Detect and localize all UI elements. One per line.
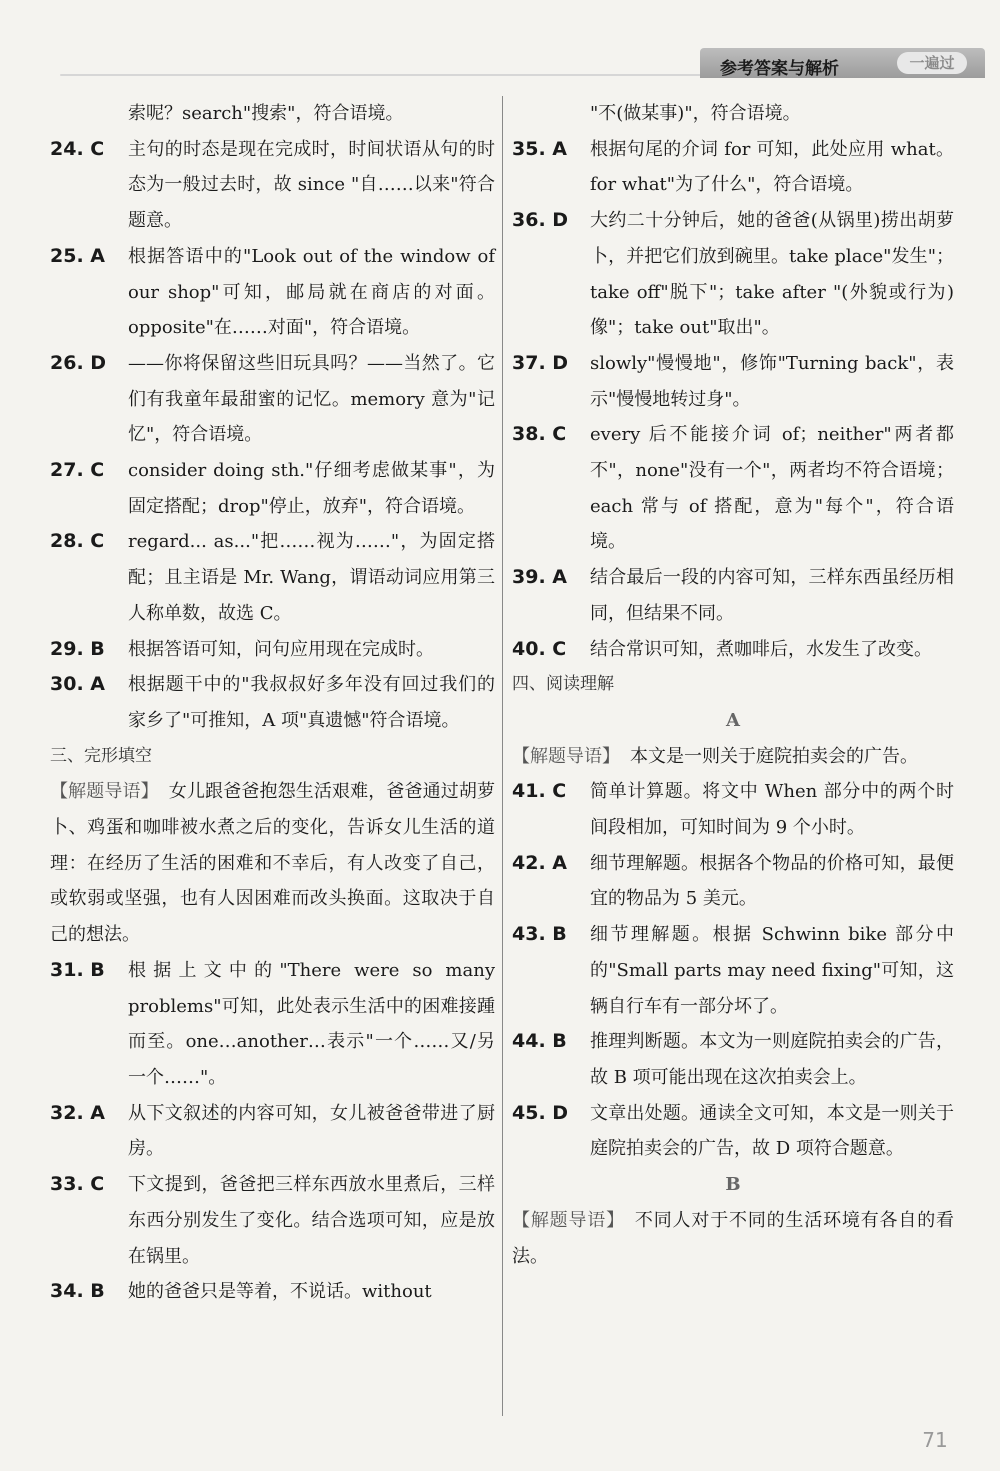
answer-item: [50, 632, 495, 668]
answer-explanation: 简单计算题。将文中 When 部分中的两个时间段相加，可知时间为 9 个小时。: [590, 781, 954, 839]
answer-number: 43. B: [512, 923, 567, 946]
header-badge: 一遍过: [897, 52, 967, 74]
section-heading: 三、完形填空: [50, 745, 152, 766]
answer-item: [50, 1096, 495, 1167]
answer-number: 39. A: [512, 566, 567, 589]
answer-item: [512, 774, 954, 845]
answer-explanation: 细节理解题。根据 Schwinn bike 部分中的"Small parts may need fixing"可知，这辆自行车有一部分坏了。: [590, 924, 954, 1017]
part-label: B: [725, 1174, 741, 1196]
answer-explanation: 结合最后一段的内容可知，三样东西虽经历相同，但结果不同。: [590, 567, 954, 624]
part-label: A: [726, 709, 740, 731]
answer-item: [50, 239, 495, 346]
answer-item: [512, 846, 954, 917]
answer-item: [50, 132, 495, 239]
guide-text: 本文是一则关于庭院拍卖会的广告。: [630, 745, 918, 767]
answer-item: [512, 632, 954, 668]
continued-text: "不(做某事)"，符合语境。: [590, 103, 801, 124]
answer-item: [512, 1024, 954, 1095]
section-heading: 四、阅读理解: [512, 674, 614, 695]
answer-number: 26. D: [50, 351, 107, 374]
answer-item: [50, 453, 495, 524]
left-column: [50, 96, 495, 1310]
answer-explanation: 文章出处题。通读全文可知，本文是一则关于庭院拍卖会的广告，故 D 项符合题意。: [590, 1102, 954, 1160]
answer-number: 35. A: [512, 137, 567, 160]
answer-item: [512, 203, 954, 346]
answer-item: [50, 346, 495, 453]
answer-number: 24. C: [50, 137, 105, 160]
answer-explanation: 根据答语中的"Look out of the window of our shop"可知，邮局就在商店的对面。opposite"在……对面"，符合语境。: [128, 245, 495, 339]
answer-item: [512, 560, 954, 631]
answer-explanation: 主句的时态是现在完成时，时间状语从句的时态为一般过去时，故 since "自……以来"符合题意。: [128, 138, 495, 232]
answer-number: 25. A: [50, 244, 105, 267]
answer-item: [512, 132, 954, 203]
answer-explanation: 根据答语可知，问句应用现在完成时。: [128, 638, 434, 660]
guide-text: 女儿跟爸爸抱怨生活艰难，爸爸通过胡萝卜、鸡蛋和咖啡被水煮之后的变化，告诉女儿生活的道理：在经历了生活的困难和不幸后，有人改变了自己，或软弱或坚强，也有人因困难而改头换面。这取决于自己的想法。: [50, 781, 496, 946]
answer-explanation: 她的爸爸只是等着，不说话。without: [128, 1281, 432, 1303]
answer-number: 32. A: [50, 1101, 105, 1124]
answer-explanation: 从下文叙述的内容可知，女儿被爸爸带进了厨房。: [128, 1102, 495, 1160]
answer-number: 29. B: [50, 637, 105, 660]
answer-number: 34. B: [50, 1280, 105, 1303]
answer-item: [50, 953, 495, 1096]
answer-explanation: slowly"慢慢地"，修饰"Turning back"，表示"慢慢地转过身"。: [590, 352, 954, 410]
answer-item: [512, 917, 954, 1024]
answer-number: 41. C: [512, 780, 567, 803]
answer-explanation: 推理判断题。本文为一则庭院拍卖会的广告，故 B 项可能出现在这次拍卖会上。: [590, 1031, 954, 1088]
guide-label: 【解题导语】: [50, 781, 159, 803]
answer-explanation: 根据句尾的介词 for 可知，此处应用 what。for what"为了什么"，符合语境。: [590, 138, 954, 196]
header-title: 参考答案与解析: [720, 59, 839, 79]
answer-number: 45. D: [512, 1101, 569, 1124]
guide-paragraph: [512, 1203, 954, 1274]
answer-explanation: regard... as..."把……视为……"，为固定搭配；且主语是 Mr. Wang，谓语动词应用第三人称单数，故选 C。: [128, 531, 495, 624]
answer-explanation: 下文提到，爸爸把三样东西放水里煮后，三样东西分别发生了变化。结合选项可知，应是放在锅里。: [128, 1174, 495, 1267]
answer-item: [50, 667, 495, 738]
answer-item: [512, 346, 954, 417]
answer-number: 27. C: [50, 459, 105, 482]
answer-explanation: 大约二十分钟后，她的爸爸(从锅里)捞出胡萝卜，并把它们放到碗里。take place"发生"；take off"脱下"；take after "(外貌或行为)像"；take out"取出"。: [590, 210, 954, 339]
answer-item: [50, 1167, 495, 1274]
answer-number: 31. B: [50, 958, 105, 981]
answer-item: [512, 1096, 954, 1167]
page-number: 71: [922, 1428, 948, 1452]
guide-paragraph: [50, 774, 495, 953]
answer-explanation: 根据上文中的"There were so many problems"可知，此处表示生活中的困难接踵而至。one…another…表示"一个……又/另一个……"。: [128, 959, 495, 1088]
guide-label: 【解题导语】: [512, 745, 620, 767]
answer-explanation: 结合常识可知，煮咖啡后，水发生了改变。: [590, 638, 932, 660]
guide-text: 不同人对于不同的生活环境有各自的看法。: [512, 1209, 955, 1267]
guide-label: 【解题导语】: [512, 1209, 625, 1231]
answer-item: [50, 524, 495, 631]
answer-number: 30. A: [50, 673, 105, 696]
answer-item: [50, 1274, 495, 1310]
answer-explanation: 根据题干中的"我叔叔好多年没有回过我们的家乡了"可推知，A 项"真遗憾"符合语境。: [128, 674, 495, 731]
answer-number: 44. B: [512, 1030, 567, 1053]
guide-paragraph: [512, 739, 954, 775]
answer-explanation: every 后不能接介词 of；neither"两者都不"，none"没有一个"，两者均不符合语境；each 常与 of 搭配，意为"每个"，符合语境。: [590, 424, 954, 553]
answer-number: 36. D: [512, 209, 569, 232]
answer-explanation: consider doing sth."仔细考虑做某事"，为固定搭配；drop"停止，放弃"，符合语境。: [128, 460, 495, 517]
answer-explanation: ——你将保留这些旧玩具吗？——当然了。它们有我童年最甜蜜的记忆。memory 意为"记忆"，符合语境。: [128, 352, 495, 446]
column-divider: [502, 96, 503, 1416]
continued-text: 索呢？search"搜索"，符合语境。: [128, 103, 404, 124]
right-column: [512, 96, 954, 1274]
answer-explanation: 细节理解题。根据各个物品的价格可知，最便宜的物品为 5 美元。: [590, 852, 954, 910]
answer-number: 37. D: [512, 351, 569, 374]
answer-number: 42. A: [512, 851, 567, 874]
answer-number: 33. C: [50, 1173, 105, 1196]
answer-item: [512, 417, 954, 560]
answer-number: 28. C: [50, 530, 105, 553]
answer-number: 40. C: [512, 637, 567, 660]
answer-number: 38. C: [512, 423, 567, 446]
page-header: [0, 0, 1000, 82]
